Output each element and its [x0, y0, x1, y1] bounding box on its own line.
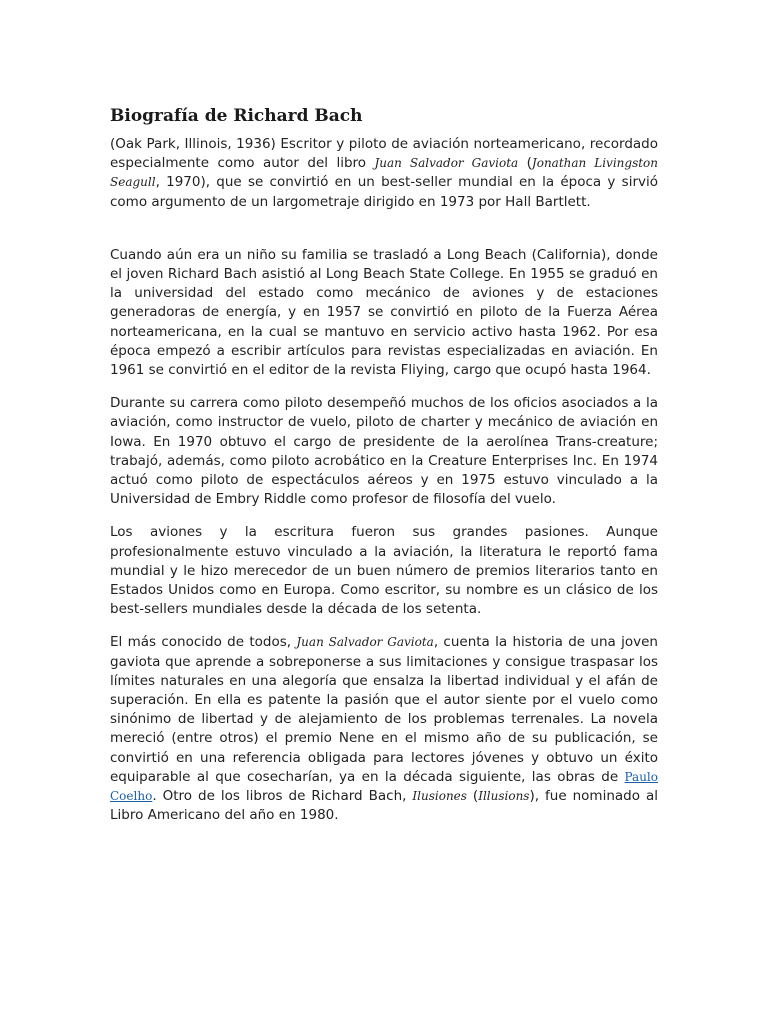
text-run: , cuenta la historia de una joven gaviota que aprende a sobreponerse a sus limitaciones y consigue traspasar los límites naturales en una alegoría que ensalza la libertad individual y el afán de superación. En ella es patente la pasión que el autor siente por el vuelo como sinónimo de libertad y de alejamiento de los problemas terrenales. La novela mereció (entre otros) el premio Nene en el mismo año de su publicación, se convirtió en una referencia obligada para lectores jóvenes y obtuvo un éxito equiparable al que cosecharían, ya en la década siguiente, las obras de — [110, 634, 658, 785]
text-run: . Otro de los libros de Richard Bach, — [152, 788, 413, 805]
book-title-italic: Illusions — [478, 789, 530, 804]
paragraph-intro — [110, 135, 658, 212]
text-run: , 1970), que se convirtió en un best-seller mundial en la época y sirvió como argumento de un largometraje dirigido en 1973 por Hall Bartlett. — [110, 174, 658, 210]
paragraph-passions: Los aviones y la escritura fueron sus grandes pasiones. Aunque profesionalmente estuvo vinculado a la aviación, la literatura le reportó fama mundial y le hizo merecedor de un buen número de premios literarios tanto en Estados Unidos como en Europa. Como escritor, su nombre es un clásico de los best-sellers mundiales desde la década de los setenta. — [110, 524, 658, 618]
book-title-italic: Juan Salvador Gaviota — [374, 156, 519, 171]
book-title-italic: Jonathan Livingston Seagull — [110, 156, 659, 190]
paragraph-famous-work — [110, 633, 658, 825]
text-run: El más conocido de todos, — [110, 634, 297, 651]
paragraph-early-life: Cuando aún era un niño su familia se trasladó a Long Beach (California), donde el joven Richard Bach asistió al Long Beach State College. En 1955 se graduó en la universidad del estado como mecánico de aviones y de estaciones generadoras de energía, y en 1957 se convirtió en piloto de la Fuerza Aérea norteamericana, en la cual se mantuvo en servicio activo hasta 1962. Por esa época empezó a escribir artículos para revistas especializadas en aviación. En 1961 se convirtió en el editor de la revista Fliying, cargo que ocupó hasta 1964. — [110, 246, 658, 379]
text-run: (Oak Park, Illinois, 1936) Escritor y piloto de aviación norteamericano, recordado especialmente como autor del libro — [110, 136, 658, 172]
text-run: ( — [466, 788, 479, 805]
book-title-italic: Juan Salvador Gaviota — [296, 635, 434, 650]
document-page — [110, 103, 658, 840]
paragraph-pilot-career: Durante su carrera como piloto desempeñó muchos de los oficios asociados a la aviación, como instructor de vuelo, piloto de charter y mecánico de aviación en Iowa. En 1970 obtuvo el cargo de presidente de la aerolínea Trans-creature; trabajó, además, como piloto acrobático en la Creature Enterprises Inc. En 1974 actuó como piloto de espectáculos aéreos y en 1975 estuvo vinculado a la Universidad de Embry Riddle como profesor de filosofía del vuelo. — [110, 395, 658, 508]
paulo-coelho-link[interactable]: Paulo Coelho — [110, 769, 658, 804]
book-title-italic: Ilusiones — [412, 789, 467, 804]
text-run: ( — [518, 155, 532, 172]
page-title: Biografía de Richard Bach — [110, 106, 363, 126]
text-run: ), fue nominado al Libro Americano del año en 1980. — [110, 788, 658, 824]
